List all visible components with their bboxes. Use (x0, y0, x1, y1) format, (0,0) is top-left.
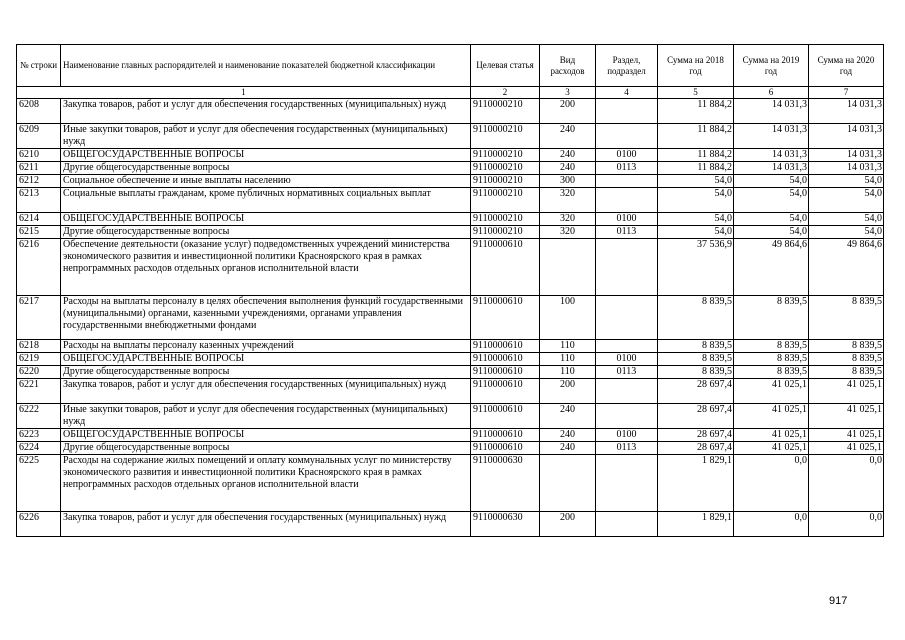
section-cell (596, 124, 658, 149)
header-expense-type: Вид расходов (540, 45, 596, 87)
sum-2019-cell: 8 839,5 (734, 353, 809, 366)
column-number-3: 3 (540, 87, 596, 99)
expense-type-cell: 240 (540, 124, 596, 149)
sum-2020-cell: 8 839,5 (809, 340, 884, 353)
row-number-cell: 6214 (17, 213, 61, 226)
sum-2020-cell: 49 864,6 (809, 239, 884, 296)
sum-2018-cell: 28 697,4 (658, 404, 734, 429)
sum-2019-cell: 0,0 (734, 512, 809, 537)
section-cell: 0113 (596, 442, 658, 455)
row-name-cell: Закупка товаров, работ и услуг для обеспечения государственных (муниципальных) нужд (61, 99, 471, 124)
column-number-5: 5 (658, 87, 734, 99)
target-article-cell: 9110000610 (471, 366, 540, 379)
sum-2018-cell: 8 839,5 (658, 296, 734, 340)
section-cell: 0100 (596, 353, 658, 366)
header-name: Наименование главных распорядителей и наименование показателей бюджетной классификации (61, 45, 471, 87)
sum-2020-cell: 8 839,5 (809, 353, 884, 366)
sum-2018-cell: 54,0 (658, 175, 734, 188)
sum-2018-cell: 11 884,2 (658, 124, 734, 149)
expense-type-cell: 110 (540, 340, 596, 353)
sum-2018-cell: 8 839,5 (658, 353, 734, 366)
header-sum-2019: Сумма на 2019 год (734, 45, 809, 87)
sum-2020-cell: 8 839,5 (809, 366, 884, 379)
expense-type-cell: 200 (540, 512, 596, 537)
row-number-cell: 6222 (17, 404, 61, 429)
table-row (17, 353, 884, 366)
expense-type-cell: 300 (540, 175, 596, 188)
sum-2019-cell: 54,0 (734, 226, 809, 239)
section-cell (596, 296, 658, 340)
sum-2019-cell: 49 864,6 (734, 239, 809, 296)
table-row (17, 188, 884, 213)
table-row (17, 162, 884, 175)
expense-type-cell: 200 (540, 379, 596, 404)
sum-2018-cell: 54,0 (658, 213, 734, 226)
sum-2020-cell: 54,0 (809, 188, 884, 213)
table-row (17, 340, 884, 353)
row-name-cell: Иные закупки товаров, работ и услуг для обеспечения государственных (муниципальных) нужд (61, 404, 471, 429)
expense-type-cell: 200 (540, 99, 596, 124)
row-number-cell: 6226 (17, 512, 61, 537)
section-cell: 0113 (596, 226, 658, 239)
target-article-cell: 9110000610 (471, 379, 540, 404)
sum-2020-cell: 0,0 (809, 512, 884, 537)
expense-type-cell (540, 239, 596, 296)
target-article-cell: 9110000610 (471, 429, 540, 442)
sum-2019-cell: 54,0 (734, 188, 809, 213)
expense-type-cell: 100 (540, 296, 596, 340)
sum-2018-cell: 8 839,5 (658, 366, 734, 379)
column-number-6: 6 (734, 87, 809, 99)
sum-2018-cell: 11 884,2 (658, 162, 734, 175)
row-name-cell: ОБЩЕГОСУДАРСТВЕННЫЕ ВОПРОСЫ (61, 353, 471, 366)
sum-2019-cell: 14 031,3 (734, 149, 809, 162)
row-name-cell: Социальное обеспечение и иные выплаты населению (61, 175, 471, 188)
sum-2018-cell: 54,0 (658, 188, 734, 213)
target-article-cell: 9110000210 (471, 213, 540, 226)
row-number-cell: 6208 (17, 99, 61, 124)
sum-2018-cell: 1 829,1 (658, 455, 734, 512)
row-number-cell: 6221 (17, 379, 61, 404)
target-article-cell: 9110000610 (471, 340, 540, 353)
row-number-cell: 6215 (17, 226, 61, 239)
row-name-cell: ОБЩЕГОСУДАРСТВЕННЫЕ ВОПРОСЫ (61, 149, 471, 162)
sum-2019-cell: 54,0 (734, 213, 809, 226)
header-row-number: № строки (17, 45, 61, 87)
expense-type-cell: 110 (540, 353, 596, 366)
row-name-cell: Закупка товаров, работ и услуг для обеспечения государственных (муниципальных) нужд (61, 379, 471, 404)
table-row (17, 175, 884, 188)
row-name-cell: Другие общегосударственные вопросы (61, 162, 471, 175)
section-cell (596, 99, 658, 124)
table-row (17, 239, 884, 296)
row-number-cell: 6220 (17, 366, 61, 379)
row-name-cell: ОБЩЕГОСУДАРСТВЕННЫЕ ВОПРОСЫ (61, 429, 471, 442)
sum-2018-cell: 28 697,4 (658, 429, 734, 442)
sum-2018-cell: 8 839,5 (658, 340, 734, 353)
sum-2018-cell: 28 697,4 (658, 442, 734, 455)
target-article-cell: 9110000610 (471, 296, 540, 340)
sum-2020-cell: 14 031,3 (809, 124, 884, 149)
row-name-cell: Расходы на содержание жилых помещений и оплату коммунальных услуг по министерству экономического развития и инвестиционной политики Красноярского края в рамках непрограммных расходов отдельных органов исполнительной власти (61, 455, 471, 512)
target-article-cell: 9110000610 (471, 353, 540, 366)
table-row (17, 99, 884, 124)
table-row (17, 366, 884, 379)
page-number: 917 (829, 595, 848, 607)
sum-2020-cell: 8 839,5 (809, 296, 884, 340)
sum-2018-cell: 11 884,2 (658, 99, 734, 124)
sum-2018-cell: 37 536,9 (658, 239, 734, 296)
sum-2019-cell: 14 031,3 (734, 124, 809, 149)
sum-2020-cell: 41 025,1 (809, 442, 884, 455)
sum-2020-cell: 54,0 (809, 213, 884, 226)
section-cell: 0100 (596, 429, 658, 442)
header-sum-2018: Сумма на 2018 год (658, 45, 734, 87)
row-name-cell: Другие общегосударственные вопросы (61, 226, 471, 239)
header-sum-2020: Сумма на 2020 год (809, 45, 884, 87)
column-number-row (17, 87, 884, 99)
section-cell (596, 175, 658, 188)
column-number-4: 4 (596, 87, 658, 99)
table-row (17, 404, 884, 429)
target-article-cell: 9110000610 (471, 239, 540, 296)
section-cell (596, 340, 658, 353)
expense-type-cell: 320 (540, 188, 596, 213)
table-row (17, 213, 884, 226)
target-article-cell: 9110000210 (471, 149, 540, 162)
sum-2019-cell: 0,0 (734, 455, 809, 512)
sum-2019-cell: 41 025,1 (734, 429, 809, 442)
target-article-cell: 9110000210 (471, 162, 540, 175)
sum-2020-cell: 41 025,1 (809, 429, 884, 442)
row-number-cell: 6209 (17, 124, 61, 149)
expense-type-cell: 320 (540, 213, 596, 226)
table-row (17, 149, 884, 162)
sum-2020-cell: 41 025,1 (809, 404, 884, 429)
row-name-cell: Иные закупки товаров, работ и услуг для обеспечения государственных (муниципальных) нужд (61, 124, 471, 149)
row-number-cell: 6218 (17, 340, 61, 353)
budget-table (16, 44, 884, 537)
row-name-cell: Расходы на выплаты персоналу казенных учреждений (61, 340, 471, 353)
sum-2019-cell: 14 031,3 (734, 99, 809, 124)
table-row (17, 124, 884, 149)
table-row (17, 442, 884, 455)
section-cell: 0113 (596, 366, 658, 379)
table-row (17, 226, 884, 239)
sum-2019-cell: 41 025,1 (734, 379, 809, 404)
expense-type-cell: 240 (540, 442, 596, 455)
row-name-cell: Обеспечение деятельности (оказание услуг) подведомственных учреждений министерства экономического развития и инвестиционной политики Красноярского края в рамках непрограммных расходов отдельных органов исполнительной власти (61, 239, 471, 296)
expense-type-cell: 110 (540, 366, 596, 379)
target-article-cell: 9110000210 (471, 188, 540, 213)
sum-2018-cell: 54,0 (658, 226, 734, 239)
target-article-cell: 9110000210 (471, 226, 540, 239)
section-cell: 0100 (596, 213, 658, 226)
table-row (17, 379, 884, 404)
section-cell (596, 239, 658, 296)
row-number-cell: 6223 (17, 429, 61, 442)
row-number-cell: 6225 (17, 455, 61, 512)
sum-2019-cell: 8 839,5 (734, 296, 809, 340)
row-number-cell: 6210 (17, 149, 61, 162)
target-article-cell: 9110000210 (471, 124, 540, 149)
header-target-article: Целевая статья (471, 45, 540, 87)
sum-2020-cell: 54,0 (809, 175, 884, 188)
section-cell (596, 188, 658, 213)
section-cell: 0113 (596, 162, 658, 175)
sum-2020-cell: 14 031,3 (809, 99, 884, 124)
sum-2019-cell: 54,0 (734, 175, 809, 188)
sum-2018-cell: 28 697,4 (658, 379, 734, 404)
target-article-cell: 9110000630 (471, 455, 540, 512)
expense-type-cell: 240 (540, 404, 596, 429)
sum-2019-cell: 41 025,1 (734, 442, 809, 455)
expense-type-cell: 240 (540, 162, 596, 175)
row-number-cell: 6212 (17, 175, 61, 188)
row-name-cell: Закупка товаров, работ и услуг для обеспечения государственных (муниципальных) нужд (61, 512, 471, 537)
sum-2019-cell: 8 839,5 (734, 366, 809, 379)
section-cell (596, 404, 658, 429)
sum-2019-cell: 8 839,5 (734, 340, 809, 353)
sum-2020-cell: 14 031,3 (809, 149, 884, 162)
row-number-cell: 6217 (17, 296, 61, 340)
row-name-cell: Другие общегосударственные вопросы (61, 442, 471, 455)
row-number-cell: 6219 (17, 353, 61, 366)
expense-type-cell (540, 455, 596, 512)
target-article-cell: 9110000610 (471, 404, 540, 429)
row-number-cell: 6211 (17, 162, 61, 175)
row-name-cell: Другие общегосударственные вопросы (61, 366, 471, 379)
section-cell (596, 512, 658, 537)
expense-type-cell: 240 (540, 149, 596, 162)
sum-2020-cell: 0,0 (809, 455, 884, 512)
row-name-cell: Расходы на выплаты персоналу в целях обеспечения выполнения функций государственными (муниципальными) органами, казенными учреждениями, органами управления государственными внебюджетными фондами (61, 296, 471, 340)
expense-type-cell: 240 (540, 429, 596, 442)
sum-2020-cell: 54,0 (809, 226, 884, 239)
sum-2019-cell: 14 031,3 (734, 162, 809, 175)
row-number-cell: 6216 (17, 239, 61, 296)
table-row (17, 429, 884, 442)
row-name-cell: ОБЩЕГОСУДАРСТВЕННЫЕ ВОПРОСЫ (61, 213, 471, 226)
column-number-7: 7 (809, 87, 884, 99)
row-number-cell: 6213 (17, 188, 61, 213)
table-row (17, 455, 884, 512)
sum-2020-cell: 14 031,3 (809, 162, 884, 175)
header-row (17, 45, 884, 87)
target-article-cell: 9110000610 (471, 442, 540, 455)
table-row (17, 296, 884, 340)
row-number-cell: 6224 (17, 442, 61, 455)
sum-2020-cell: 41 025,1 (809, 379, 884, 404)
header-section: Раздел, подраздел (596, 45, 658, 87)
section-cell: 0100 (596, 149, 658, 162)
sum-2018-cell: 1 829,1 (658, 512, 734, 537)
row-name-cell: Социальные выплаты гражданам, кроме публичных нормативных социальных выплат (61, 188, 471, 213)
column-number-2: 2 (471, 87, 540, 99)
sum-2018-cell: 11 884,2 (658, 149, 734, 162)
section-cell (596, 455, 658, 512)
section-cell (596, 379, 658, 404)
sum-2019-cell: 41 025,1 (734, 404, 809, 429)
expense-type-cell: 320 (540, 226, 596, 239)
target-article-cell: 9110000630 (471, 512, 540, 537)
column-number-1: 1 (17, 87, 471, 99)
target-article-cell: 9110000210 (471, 175, 540, 188)
target-article-cell: 9110000210 (471, 99, 540, 124)
table-row (17, 512, 884, 537)
